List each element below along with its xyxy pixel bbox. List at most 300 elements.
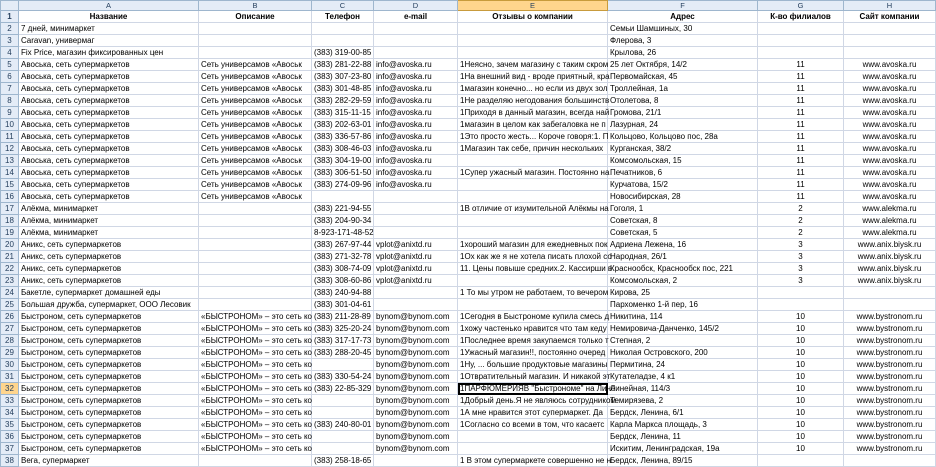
cell[interactable]: 10 — [758, 419, 844, 431]
cell[interactable]: 1Сегодня в Быстрономе купила смесь д — [458, 311, 608, 323]
cell[interactable]: Авоська, сеть супермаркетов — [19, 83, 199, 95]
cell[interactable]: 1Магазин так себе, причин нескольких — [458, 143, 608, 155]
cell[interactable]: 1магазин в целом как забегаловка не п — [458, 119, 608, 131]
cell[interactable]: Аникс, сеть супермаркетов — [19, 275, 199, 287]
cell[interactable]: www.avoska.ru — [844, 179, 936, 191]
cell[interactable]: Немировича-Данченко, 145/2 — [608, 323, 758, 335]
cell[interactable]: (383) 267-97-44 — [312, 239, 374, 251]
cell[interactable]: www.bystronom.ru — [844, 371, 936, 383]
cell[interactable]: Народная, 26/1 — [608, 251, 758, 263]
cell[interactable]: www.avoska.ru — [844, 83, 936, 95]
cell[interactable]: Быстроном, сеть супермаркетов — [19, 395, 199, 407]
cell[interactable] — [458, 155, 608, 167]
cell[interactable]: (383) 308-46-03 — [312, 143, 374, 155]
cell[interactable]: Лазурная, 24 — [608, 119, 758, 131]
cell[interactable]: (383) 274-09-96 — [312, 179, 374, 191]
cell[interactable]: Быстроном, сеть супермаркетов — [19, 359, 199, 371]
cell[interactable] — [844, 23, 936, 35]
cell[interactable]: Степная, 2 — [608, 335, 758, 347]
cell[interactable] — [458, 23, 608, 35]
cell[interactable] — [199, 47, 312, 59]
cell[interactable]: www.anix.biysk.ru — [844, 275, 936, 287]
column-header-h[interactable]: H — [844, 1, 936, 11]
cell[interactable]: Алёкма, минимаркет — [19, 227, 199, 239]
cell[interactable]: Отолетова, 8 — [608, 95, 758, 107]
cell[interactable]: 3 — [758, 251, 844, 263]
cell[interactable] — [758, 47, 844, 59]
cell[interactable]: www.anix.biysk.ru — [844, 251, 936, 263]
cell[interactable]: (383) 306-51-50 — [312, 167, 374, 179]
cell[interactable]: Кирова, 25 — [608, 287, 758, 299]
cell[interactable]: info@avoska.ru — [374, 155, 458, 167]
row-header[interactable]: 6 — [1, 71, 19, 83]
cell[interactable]: Кутателадзе, 4 к1 — [608, 371, 758, 383]
cell[interactable] — [758, 23, 844, 35]
cell[interactable]: bynom@bynom.com — [374, 347, 458, 359]
cell[interactable]: К-во филиалов — [758, 11, 844, 23]
cell[interactable] — [199, 227, 312, 239]
cell[interactable] — [458, 227, 608, 239]
cell[interactable] — [374, 455, 458, 467]
cell[interactable] — [199, 263, 312, 275]
cell[interactable]: Быстроном, сеть супермаркетов — [19, 419, 199, 431]
cell[interactable]: Краснообск, Краснообск пос, 221 — [608, 263, 758, 275]
cell[interactable]: «БЫСТРОНОМ» – это сеть ко — [199, 395, 312, 407]
cell[interactable]: 10 — [758, 347, 844, 359]
cell[interactable]: «БЫСТРОНОМ» – это сеть ко — [199, 347, 312, 359]
cell[interactable]: Сеть универсамов «Авоськ — [199, 167, 312, 179]
select-all-corner[interactable] — [1, 1, 19, 11]
cell[interactable]: info@avoska.ru — [374, 131, 458, 143]
row-header[interactable]: 29 — [1, 347, 19, 359]
cell[interactable]: www.bystronom.ru — [844, 419, 936, 431]
cell[interactable] — [458, 179, 608, 191]
cell[interactable]: Авоська, сеть супермаркетов — [19, 167, 199, 179]
cell[interactable]: 1Ох как же я не хотела писать плохой со — [458, 251, 608, 263]
cell[interactable]: 3 — [758, 263, 844, 275]
row-header[interactable]: 31 — [1, 371, 19, 383]
cell[interactable]: info@avoska.ru — [374, 143, 458, 155]
cell[interactable]: www.alekma.ru — [844, 227, 936, 239]
cell[interactable]: 11 — [758, 95, 844, 107]
cell[interactable]: Быстроном, сеть супермаркетов — [19, 335, 199, 347]
column-header-c[interactable]: C — [312, 1, 374, 11]
cell[interactable]: 1Добрый день.Я не являюсь сотрудником — [458, 395, 608, 407]
cell[interactable]: Первомайская, 45 — [608, 71, 758, 83]
cell[interactable]: www.bystronom.ru — [844, 323, 936, 335]
cell[interactable]: Название — [19, 11, 199, 23]
cell[interactable]: Сеть универсамов «Авоськ — [199, 71, 312, 83]
cell[interactable]: info@avoska.ru — [374, 107, 458, 119]
cell[interactable]: Сеть универсамов «Авоськ — [199, 155, 312, 167]
cell[interactable]: info@avoska.ru — [374, 167, 458, 179]
cell[interactable]: 1Согласно со всеми в том, что касаетс — [458, 419, 608, 431]
row-header[interactable]: 30 — [1, 359, 19, 371]
cell[interactable]: Авоська, сеть супермаркетов — [19, 95, 199, 107]
cell[interactable]: (383) 282-29-59 — [312, 95, 374, 107]
cell[interactable]: Сеть универсамов «Авоськ — [199, 59, 312, 71]
cell[interactable]: Комсомольская, 15 — [608, 155, 758, 167]
cell[interactable]: www.bystronom.ru — [844, 407, 936, 419]
cell[interactable]: Быстроном, сеть супермаркетов — [19, 347, 199, 359]
cell[interactable] — [199, 239, 312, 251]
cell[interactable]: info@avoska.ru — [374, 179, 458, 191]
cell[interactable]: 1В отличие от изумительной Алёкмы на — [458, 203, 608, 215]
cell[interactable]: 2 — [758, 227, 844, 239]
cell[interactable]: Быстроном, сеть супермаркетов — [19, 431, 199, 443]
cell[interactable]: «БЫСТРОНОМ» – это сеть ко — [199, 383, 312, 395]
cell[interactable]: Быстроном, сеть супермаркетов — [19, 407, 199, 419]
cell[interactable]: 10 — [758, 443, 844, 455]
cell[interactable]: 11 — [758, 119, 844, 131]
cell[interactable]: Алёкма, минимаркет — [19, 215, 199, 227]
cell[interactable] — [458, 443, 608, 455]
cell[interactable]: 10 — [758, 431, 844, 443]
cell[interactable]: 1хожу частенько нравится что там кеду — [458, 323, 608, 335]
cell[interactable]: «БЫСТРОНОМ» – это сеть ко — [199, 311, 312, 323]
row-header[interactable]: 17 — [1, 203, 19, 215]
cell[interactable]: Авоська, сеть супермаркетов — [19, 143, 199, 155]
row-header[interactable]: 26 — [1, 311, 19, 323]
cell[interactable]: info@avoska.ru — [374, 83, 458, 95]
cell[interactable]: www.anix.biysk.ru — [844, 239, 936, 251]
cell[interactable]: 11 — [758, 191, 844, 203]
cell[interactable] — [458, 431, 608, 443]
cell[interactable]: «БЫСТРОНОМ» – это сеть ко — [199, 335, 312, 347]
cell[interactable]: (383) 301-04-61 — [312, 299, 374, 311]
cell[interactable] — [374, 35, 458, 47]
cell[interactable]: 3 — [758, 239, 844, 251]
cell[interactable]: 1Ужасный магазин!!, постоянно очеред — [458, 347, 608, 359]
cell[interactable]: Крылова, 26 — [608, 47, 758, 59]
row-header[interactable]: 11 — [1, 131, 19, 143]
cell[interactable] — [758, 287, 844, 299]
cell[interactable]: Авоська, сеть супермаркетов — [19, 59, 199, 71]
cell[interactable]: «БЫСТРОНОМ» – это сеть ко — [199, 359, 312, 371]
row-header[interactable]: 27 — [1, 323, 19, 335]
cell[interactable]: Аникс, сеть супермаркетов — [19, 251, 199, 263]
cell[interactable]: 11 — [758, 179, 844, 191]
row-header[interactable]: 2 — [1, 23, 19, 35]
cell[interactable]: Печатников, 6 — [608, 167, 758, 179]
cell[interactable] — [199, 203, 312, 215]
column-header-a[interactable]: A — [19, 1, 199, 11]
row-header[interactable]: 35 — [1, 419, 19, 431]
column-header-d[interactable]: D — [374, 1, 458, 11]
cell[interactable]: Аникс, сеть супермаркетов — [19, 263, 199, 275]
cell[interactable]: 1Приходя в данный магазин, всегда най — [458, 107, 608, 119]
cell[interactable]: 1Отвратительный магазин. И никакой эт — [458, 371, 608, 383]
cell[interactable]: (383) 288-20-45 — [312, 347, 374, 359]
cell[interactable]: 1 В этом супермаркете совершенно не н — [458, 455, 608, 467]
cell[interactable]: 10 — [758, 335, 844, 347]
row-header[interactable]: 16 — [1, 191, 19, 203]
cell[interactable]: Сеть универсамов «Авоськ — [199, 131, 312, 143]
cell[interactable]: info@avoska.ru — [374, 95, 458, 107]
selected-cell[interactable]: 1ПАРФЮМЕРИЯВ "Быстрономе" на Лине — [458, 383, 608, 395]
cell[interactable]: Линейная, 114/3 — [608, 383, 758, 395]
cell[interactable]: 11 — [758, 83, 844, 95]
cell[interactable]: «БЫСТРОНОМ» – это сеть ко — [199, 371, 312, 383]
row-header[interactable]: 9 — [1, 107, 19, 119]
cell[interactable]: 11 — [758, 155, 844, 167]
row-header[interactable]: 20 — [1, 239, 19, 251]
cell[interactable] — [844, 287, 936, 299]
cell[interactable]: Сеть универсамов «Авоськ — [199, 107, 312, 119]
cell[interactable]: www.bystronom.ru — [844, 443, 936, 455]
cell[interactable] — [199, 35, 312, 47]
cell[interactable]: www.bystronom.ru — [844, 431, 936, 443]
cell[interactable]: Темирязева, 2 — [608, 395, 758, 407]
cell[interactable] — [199, 299, 312, 311]
cell[interactable]: info@avoska.ru — [374, 71, 458, 83]
row-header[interactable]: 10 — [1, 119, 19, 131]
cell[interactable]: www.bystronom.ru — [844, 359, 936, 371]
row-header[interactable]: 23 — [1, 275, 19, 287]
cell[interactable]: Бакетле, супермаркет домашней еды — [19, 287, 199, 299]
row-header[interactable]: 21 — [1, 251, 19, 263]
cell[interactable]: Алёкма, минимаркет — [19, 203, 199, 215]
row-header[interactable]: 3 — [1, 35, 19, 47]
cell[interactable]: Быстроном, сеть супермаркетов — [19, 383, 199, 395]
cell[interactable]: 7 дней, минимаркет — [19, 23, 199, 35]
cell[interactable]: 3 — [758, 275, 844, 287]
cell[interactable]: (383) 204-90-34 — [312, 215, 374, 227]
cell[interactable] — [374, 47, 458, 59]
cell[interactable]: vplot@anixtd.ru — [374, 275, 458, 287]
cell[interactable]: (383) 240-94-88 — [312, 287, 374, 299]
cell[interactable]: Новосибирская, 28 — [608, 191, 758, 203]
cell[interactable]: Семьи Шамшиных, 30 — [608, 23, 758, 35]
cell[interactable]: www.avoska.ru — [844, 155, 936, 167]
cell[interactable]: www.avoska.ru — [844, 119, 936, 131]
row-header[interactable]: 7 — [1, 83, 19, 95]
cell[interactable]: Карла Маркса площадь, 3 — [608, 419, 758, 431]
cell[interactable]: www.avoska.ru — [844, 71, 936, 83]
cell[interactable]: www.avoska.ru — [844, 107, 936, 119]
row-header[interactable]: 25 — [1, 299, 19, 311]
cell[interactable]: Троллейная, 1а — [608, 83, 758, 95]
row-header[interactable]: 4 — [1, 47, 19, 59]
cell[interactable]: www.bystronom.ru — [844, 395, 936, 407]
cell[interactable]: Большая дружба, супермаркет, ООО Лесовик — [19, 299, 199, 311]
cell[interactable]: 10 — [758, 359, 844, 371]
cell[interactable]: 1Это просто жесть... Короче говоря:1. П — [458, 131, 608, 143]
cell[interactable]: vplot@anixtd.ru — [374, 239, 458, 251]
cell[interactable]: Бердск, Ленина, 6/1 — [608, 407, 758, 419]
cell[interactable]: 2 — [758, 215, 844, 227]
cell[interactable]: (383) 336-57-86 — [312, 131, 374, 143]
row-header[interactable]: 38 — [1, 455, 19, 467]
cell[interactable]: 1А мне нравится этот супермаркет. Да — [458, 407, 608, 419]
cell[interactable]: Курчатова, 15/2 — [608, 179, 758, 191]
row-header[interactable]: 33 — [1, 395, 19, 407]
row-header[interactable]: 37 — [1, 443, 19, 455]
cell[interactable]: Аникс, сеть супермаркетов — [19, 239, 199, 251]
cell[interactable]: «БЫСТРОНОМ» – это сеть ко — [199, 323, 312, 335]
cell[interactable]: bynom@bynom.com — [374, 371, 458, 383]
cell[interactable]: vplot@anixtd.ru — [374, 263, 458, 275]
cell[interactable]: Бердск, Ленина, 89/15 — [608, 455, 758, 467]
cell[interactable] — [312, 395, 374, 407]
cell[interactable]: (383) 211-28-89 — [312, 311, 374, 323]
cell[interactable]: www.bystronom.ru — [844, 335, 936, 347]
row-header[interactable]: 14 — [1, 167, 19, 179]
cell[interactable]: Сеть универсамов «Авоськ — [199, 95, 312, 107]
cell[interactable]: 1магазин конечно... но если из двух зол — [458, 83, 608, 95]
cell[interactable]: www.avoska.ru — [844, 143, 936, 155]
cell[interactable] — [312, 191, 374, 203]
cell[interactable] — [758, 35, 844, 47]
cell[interactable] — [758, 299, 844, 311]
cell[interactable] — [374, 215, 458, 227]
cell[interactable]: Авоська, сеть супермаркетов — [19, 119, 199, 131]
cell[interactable]: (383) 281-22-88 — [312, 59, 374, 71]
cell[interactable]: 10 — [758, 407, 844, 419]
cell[interactable]: bynom@bynom.com — [374, 419, 458, 431]
cell[interactable] — [374, 23, 458, 35]
cell[interactable]: Сеть универсамов «Авоськ — [199, 119, 312, 131]
cell[interactable]: 1Не разделяю негодования большинств — [458, 95, 608, 107]
cell[interactable] — [844, 47, 936, 59]
cell[interactable] — [844, 299, 936, 311]
cell[interactable]: www.bystronom.ru — [844, 383, 936, 395]
cell[interactable]: Сеть универсамов «Авоськ — [199, 143, 312, 155]
cell[interactable]: 11 — [758, 167, 844, 179]
cell[interactable]: bynom@bynom.com — [374, 443, 458, 455]
cell[interactable] — [374, 227, 458, 239]
cell[interactable]: «БЫСТРОНОМ» – это сеть ко — [199, 419, 312, 431]
cell[interactable] — [374, 299, 458, 311]
cell[interactable] — [458, 275, 608, 287]
cell[interactable]: www.avoska.ru — [844, 59, 936, 71]
cell[interactable]: Громова, 21/1 — [608, 107, 758, 119]
cell[interactable]: Авоська, сеть супермаркетов — [19, 155, 199, 167]
cell[interactable]: 1На внешний вид - вроде приятный, кра — [458, 71, 608, 83]
cell[interactable] — [199, 251, 312, 263]
cell[interactable]: Сеть универсамов «Авоськ — [199, 191, 312, 203]
row-header[interactable]: 36 — [1, 431, 19, 443]
row-header[interactable]: 22 — [1, 263, 19, 275]
cell[interactable]: Авоська, сеть супермаркетов — [19, 179, 199, 191]
cell[interactable] — [844, 455, 936, 467]
row-header[interactable]: 12 — [1, 143, 19, 155]
row-header[interactable]: 18 — [1, 215, 19, 227]
column-header-g[interactable]: G — [758, 1, 844, 11]
cell[interactable]: Авоська, сеть супермаркетов — [19, 71, 199, 83]
cell[interactable]: Описание — [199, 11, 312, 23]
cell[interactable]: Пархоменко 1-й пер, 16 — [608, 299, 758, 311]
cell[interactable]: Искитим, Ленинградская, 19а — [608, 443, 758, 455]
column-header-e[interactable]: E — [458, 1, 608, 11]
cell[interactable]: (383) 330-54-24 — [312, 371, 374, 383]
cell[interactable]: 1хороший магазин для ежедневных пок — [458, 239, 608, 251]
cell[interactable]: www.alekma.ru — [844, 203, 936, 215]
cell[interactable]: bynom@bynom.com — [374, 323, 458, 335]
cell[interactable]: Адриена Лежена, 16 — [608, 239, 758, 251]
cell[interactable]: Caravan, универмаг — [19, 35, 199, 47]
cell[interactable]: (383) 258-18-65 — [312, 455, 374, 467]
column-header-f[interactable]: F — [608, 1, 758, 11]
cell[interactable]: 10 — [758, 395, 844, 407]
cell[interactable]: Быстроном, сеть супермаркетов — [19, 323, 199, 335]
cell[interactable]: www.bystronom.ru — [844, 347, 936, 359]
cell[interactable]: 1Неясно, зачем магазину с таким скром — [458, 59, 608, 71]
cell[interactable] — [199, 275, 312, 287]
cell[interactable]: 8-923-171-48-52 — [312, 227, 374, 239]
cell[interactable]: 11 — [758, 107, 844, 119]
cell[interactable]: «БЫСТРОНОМ» – это сеть ко — [199, 443, 312, 455]
cell[interactable]: 1 То мы утром не работаем, то вечером — [458, 287, 608, 299]
cell[interactable]: 1Супер ужасный магазин. Постоянно на — [458, 167, 608, 179]
cell[interactable]: Советская, 8 — [608, 215, 758, 227]
cell[interactable]: Вега, супермаркет — [19, 455, 199, 467]
cell[interactable]: www.alekma.ru — [844, 215, 936, 227]
cell[interactable]: 10 — [758, 311, 844, 323]
cell[interactable]: «БЫСТРОНОМ» – это сеть ко — [199, 431, 312, 443]
cell[interactable]: (383) 202-63-01 — [312, 119, 374, 131]
cell[interactable]: 25 лет Октября, 14/2 — [608, 59, 758, 71]
cell[interactable]: Бердск, Ленина, 11 — [608, 431, 758, 443]
cell[interactable]: (383) 317-17-73 — [312, 335, 374, 347]
cell[interactable]: 11 — [758, 131, 844, 143]
cell[interactable]: (383) 304-19-00 — [312, 155, 374, 167]
cell[interactable]: Никитина, 114 — [608, 311, 758, 323]
cell[interactable]: bynom@bynom.com — [374, 395, 458, 407]
cell[interactable] — [199, 215, 312, 227]
cell[interactable] — [458, 299, 608, 311]
cell[interactable]: (383) 271-32-78 — [312, 251, 374, 263]
cell[interactable]: Комсомольская, 2 — [608, 275, 758, 287]
cell[interactable]: (383) 301-48-85 — [312, 83, 374, 95]
cell[interactable] — [374, 191, 458, 203]
cell[interactable]: Сайт компании — [844, 11, 936, 23]
cell[interactable]: Быстроном, сеть супермаркетов — [19, 311, 199, 323]
cell[interactable]: 11 — [758, 143, 844, 155]
cell[interactable]: bynom@bynom.com — [374, 383, 458, 395]
cell[interactable] — [312, 359, 374, 371]
cell[interactable]: (383) 325-20-24 — [312, 323, 374, 335]
cell[interactable]: (383) 315-11-15 — [312, 107, 374, 119]
cell[interactable]: 2 — [758, 203, 844, 215]
cell[interactable]: Телефон — [312, 11, 374, 23]
cell[interactable]: (383) 240-80-01 — [312, 419, 374, 431]
cell[interactable] — [312, 431, 374, 443]
cell[interactable] — [374, 203, 458, 215]
row-header[interactable]: 8 — [1, 95, 19, 107]
cell[interactable] — [844, 35, 936, 47]
cell[interactable]: Адрес — [608, 11, 758, 23]
cell[interactable] — [312, 35, 374, 47]
cell[interactable] — [458, 215, 608, 227]
cell[interactable] — [312, 23, 374, 35]
cell[interactable]: (383) 308-74-09 — [312, 263, 374, 275]
cell[interactable] — [312, 407, 374, 419]
cell[interactable]: Николая Островского, 200 — [608, 347, 758, 359]
cell[interactable]: www.anix.biysk.ru — [844, 263, 936, 275]
cell[interactable]: 10 — [758, 383, 844, 395]
cell[interactable]: Сеть универсамов «Авоськ — [199, 83, 312, 95]
cell[interactable]: bynom@bynom.com — [374, 359, 458, 371]
cell[interactable]: 11 — [758, 71, 844, 83]
cell[interactable]: info@avoska.ru — [374, 119, 458, 131]
cell[interactable] — [458, 35, 608, 47]
row-header[interactable]: 32 — [1, 383, 19, 395]
cell[interactable]: (383) 319-00-85 — [312, 47, 374, 59]
cell[interactable]: www.bystronom.ru — [844, 311, 936, 323]
cell[interactable]: (383) 22-85-329 — [312, 383, 374, 395]
cell[interactable]: Флерова, 3 — [608, 35, 758, 47]
